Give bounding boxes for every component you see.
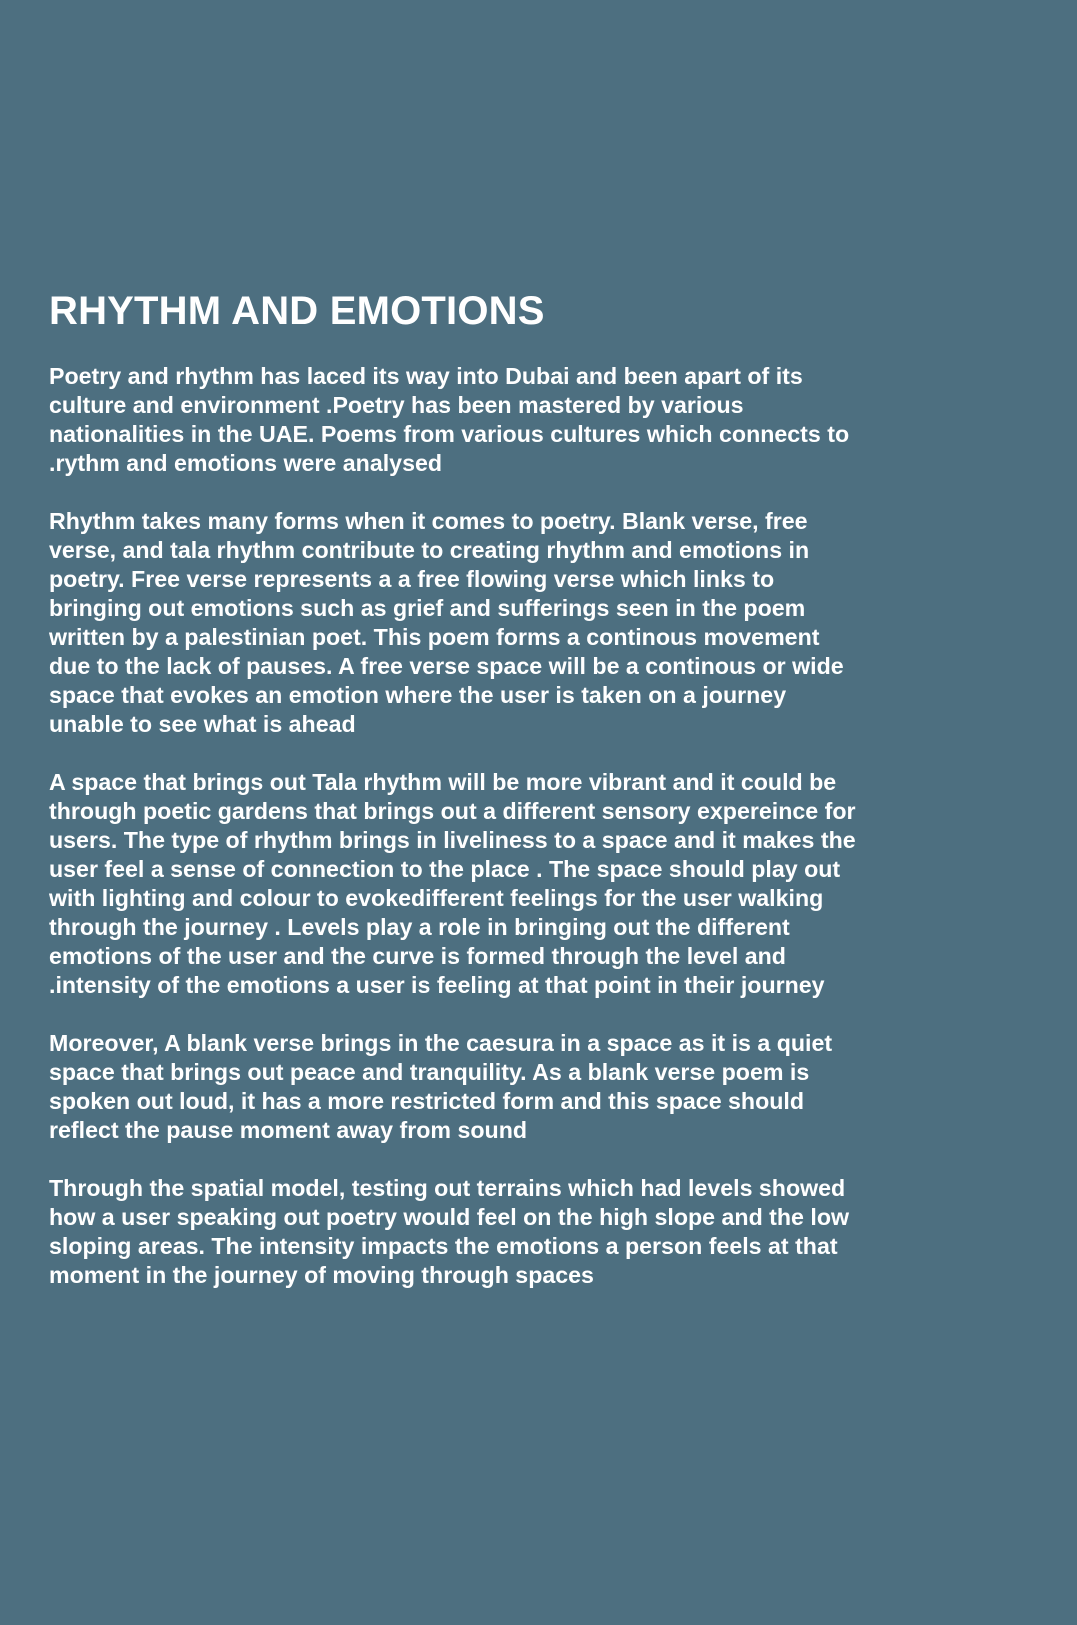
paragraph-line: Moreover, A blank verse brings in the caesura in a space as it is a quiet [49,1030,833,1056]
paragraph-rhythm-forms [49,507,1037,739]
paragraph-line: moment in the journey of moving through spaces [49,1262,594,1288]
paragraph-line: Poetry and rhythm has laced its way into Dubai and been apart of its [49,363,803,389]
paragraph-line: how a user speaking out poetry would feel on the high slope and the low [49,1204,850,1230]
paragraph-line: reflect the pause moment away from sound [49,1117,528,1143]
paragraph-line: users. The type of rhythm brings in liveliness to a space and it makes the [49,827,856,853]
paragraph-line: space that brings out peace and tranquility. As a blank verse poem is [49,1059,810,1085]
paragraph-line: Through the spatial model, testing out terrains which had levels showed [49,1175,846,1201]
paragraph-line: nationalities in the UAE. Poems from various cultures which connects to [49,421,850,447]
paragraph-line: spoken out loud, it has a more restricted form and this space should [49,1088,805,1114]
paragraph-spatial-model [49,1174,1037,1290]
paragraph-line: poetry. Free verse represents a a free flowing verse which links to [49,566,775,592]
paragraph-line: unable to see what is ahead [49,711,356,737]
paragraph-intro [49,362,1037,478]
paragraph-line: verse, and tala rhythm contribute to creating rhythm and emotions in [49,537,810,563]
paragraph-line: sloping areas. The intensity impacts the emotions a person feels at that [49,1233,838,1259]
page-title: RHYTHM AND EMOTIONS [49,289,545,333]
paragraph-line: .rythm and emotions were analysed [49,450,443,476]
paragraph-line: with lighting and colour to evokedifferent feelings for the user walking [49,885,824,911]
paragraph-line: culture and environment .Poetry has been mastered by various [49,392,744,418]
paragraph-line: emotions of the user and the curve is formed through the level and [49,943,786,969]
paragraph-blank-verse [49,1029,1037,1145]
paragraph-line: through the journey . Levels play a role in bringing out the different [49,914,790,940]
paragraph-line: Rhythm takes many forms when it comes to poetry. Blank verse, free [49,508,808,534]
paragraph-line: space that evokes an emotion where the user is taken on a journey [49,682,787,708]
paragraph-line: A space that brings out Tala rhythm will be more vibrant and it could be [49,769,837,795]
paragraph-line: due to the lack of pauses. A free verse space will be a continous or wide [49,653,844,679]
paragraph-line: bringing out emotions such as grief and sufferings seen in the poem [49,595,806,621]
paragraph-line: written by a palestinian poet. This poem forms a continous movement [49,624,820,650]
paragraph-line: .intensity of the emotions a user is feeling at that point in their journey [49,972,825,998]
paragraph-line: user feel a sense of connection to the place . The space should play out [49,856,841,882]
paragraph-line: through poetic gardens that brings out a different sensory expereince for [49,798,856,824]
paragraph-tala-rhythm [49,768,1037,1000]
